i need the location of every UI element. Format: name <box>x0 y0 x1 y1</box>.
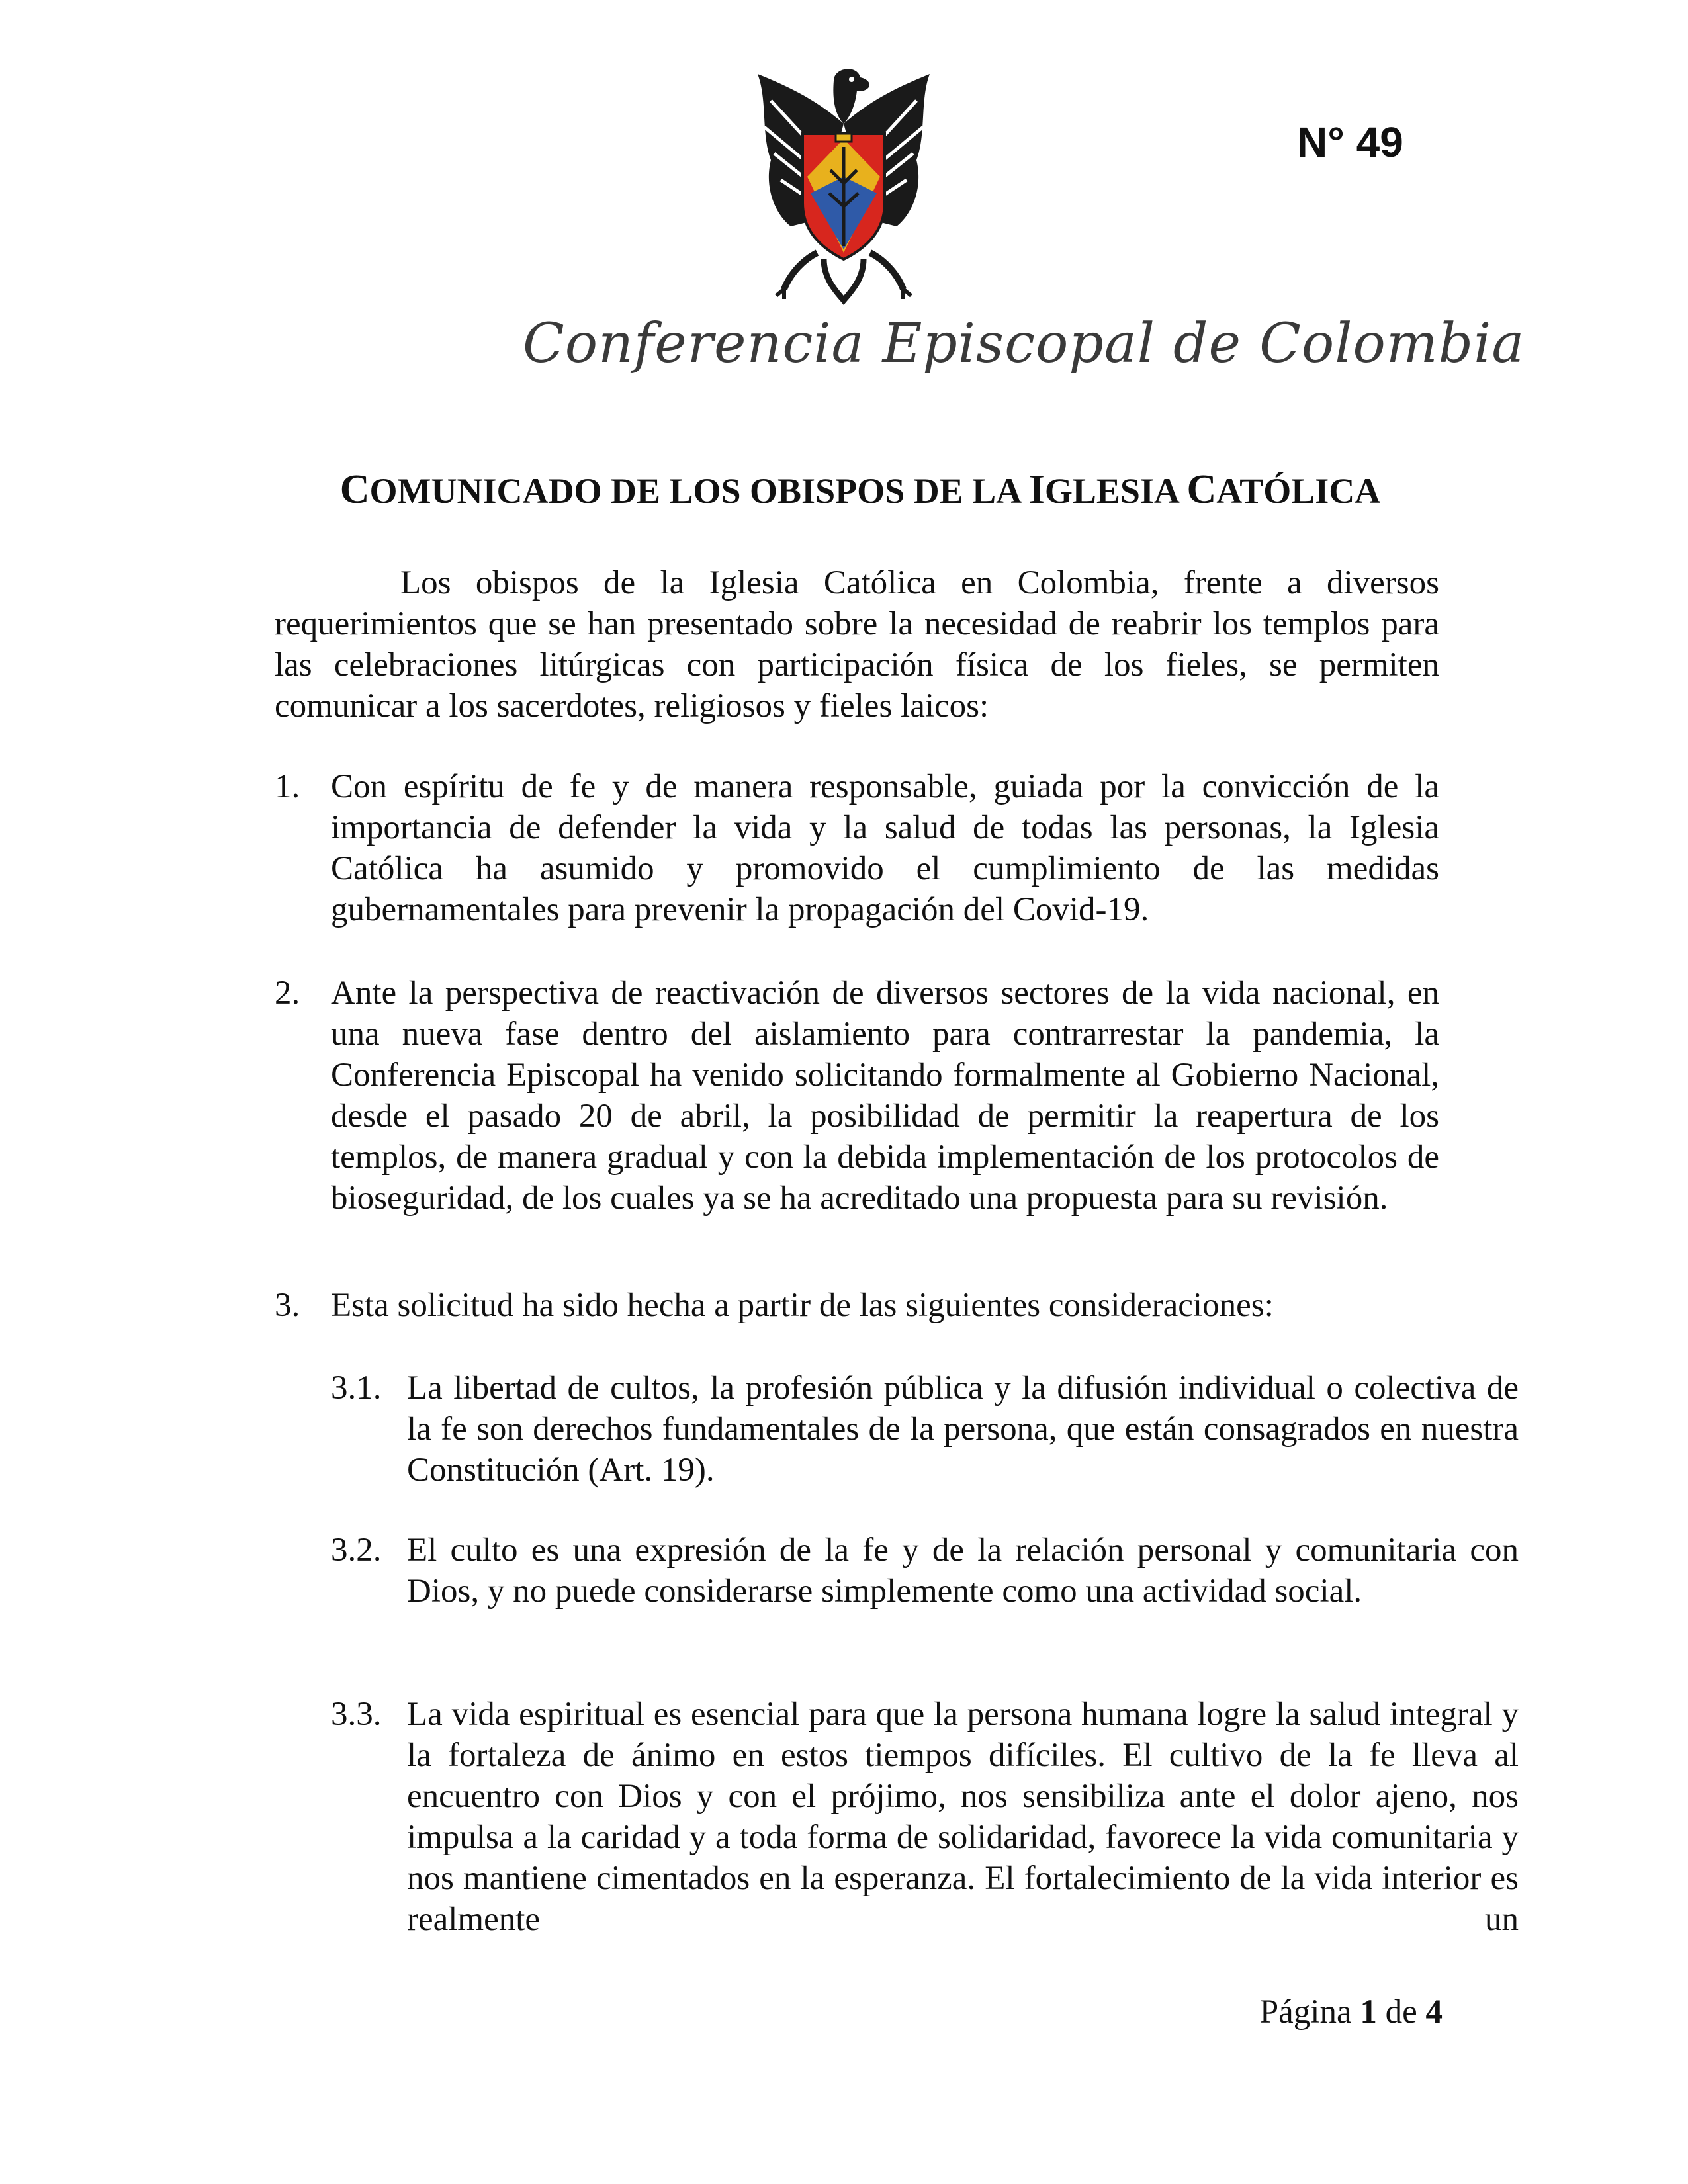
title-cap-3: C <box>1186 467 1217 512</box>
footer-current-page: 1 <box>1360 1993 1377 2031</box>
sub-list-item-number: 3.2. <box>331 1532 382 1569</box>
title-text-1: OMUNICADO DE LOS OBISPOS DE LA <box>369 471 1029 511</box>
list-item-number: 3. <box>275 1287 300 1324</box>
document-title <box>278 466 1443 513</box>
list-item-text: Ante la perspectiva de reactivación de diversos sectores de la vida nacional, en una nueva fase dentro del aislamiento para contrarrestar la pandemia, la Conferencia Episcopal ha venido solicitando formalmente al Gobierno Nacional, desde el pasado 20 de abril, la posibilidad de permitir la reapertura de los templos, de manera gradual y con la debida implementación de los protocolos de bioseguridad, de los cuales ya se ha acreditado una propuesta para su revisión. <box>331 975 1439 1217</box>
footer-middle: de <box>1376 1993 1426 2031</box>
intro-paragraph: Los obispos de la Iglesia Católica en Colombia, frente a diversos requerimientos que se han presentado sobre la necesidad de reabrir los templos para las celebraciones litúrgicas con participación física de los fieles, se permiten comunicar a los sacerdotes, religiosos y fieles laicos: <box>275 564 1439 724</box>
title-cap-1: C <box>339 467 370 512</box>
footer-prefix: Página <box>1259 1993 1360 2031</box>
sub-list-item-text: La libertad de cultos, la profesión pública y la difusión individual o colectiva de la fe son derechos fundamentales de la persona, que están consagrados en nuestra Constitución (Art. 19). <box>407 1370 1519 1489</box>
sub-list-item-text: La vida espiritual es esencial para que la persona humana logre la salud integral y la fortaleza de ánimo en estos tiempos difíciles. El cultivo de la fe lleva al encuentro con Dios y con el prójimo, nos sensibiliza ante el dolor ajeno, nos impulsa a la caridad y a toda forma de solidaridad, favorece la vida comunitaria y nos mantiene cimentados en la esperanza. El fortalecimiento de la vida interior es realmente un <box>407 1696 1519 1938</box>
sub-list-item-number: 3.3. <box>331 1696 382 1733</box>
footer-total-pages: 4 <box>1425 1993 1443 2031</box>
organization-wordmark: Conferencia Episcopal de Colombia <box>523 312 1525 375</box>
page-footer <box>1231 1993 1443 2031</box>
sub-list-item-text: El culto es una expresión de la fe y de la relación personal y comunitaria con Dios, y no puede considerarse simplemente como una actividad social. <box>407 1532 1519 1610</box>
document-number: N° 49 <box>1297 118 1403 166</box>
sub-list-item-number: 3.1. <box>331 1370 382 1407</box>
list-item-number: 2. <box>275 975 300 1012</box>
title-text-2: GLESIA <box>1044 471 1187 511</box>
list-item-text: Con espíritu de fe y de manera responsable, guiada por la convicción de la importancia de defender la vida y la salud de todas las personas, la Iglesia Católica ha asumido y promovido el cumplimiento de las medidas gubernamentales para prevenir la propagación del Covid-19. <box>331 768 1439 928</box>
episcopal-crest-logo <box>744 61 943 306</box>
title-cap-2: I <box>1028 467 1045 512</box>
list-item-number: 1. <box>275 768 300 805</box>
list-item-text: Esta solicitud ha sido hecha a partir de las siguientes consideraciones: <box>331 1287 1274 1324</box>
title-text-3: ATÓLICA <box>1216 471 1381 511</box>
